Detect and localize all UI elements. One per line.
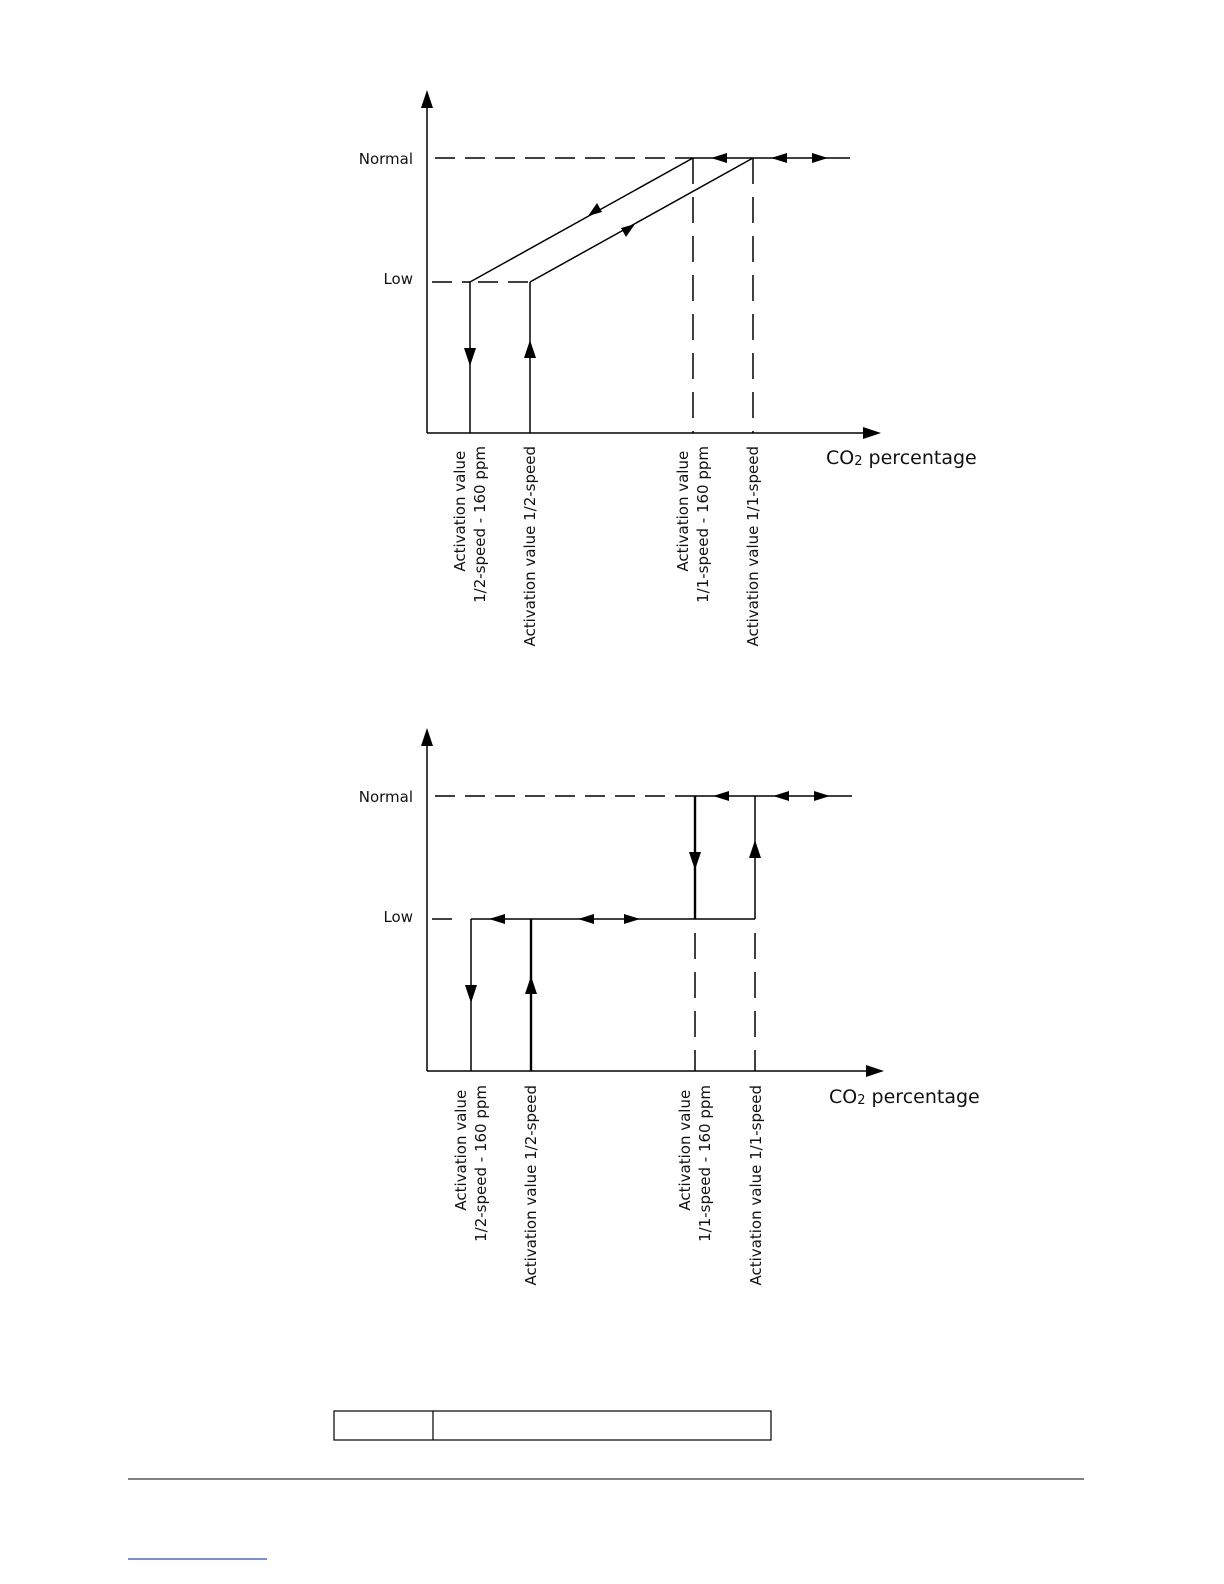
arrow-up-right-icon bbox=[621, 224, 635, 237]
x-axis-label: CO2 percentage bbox=[826, 447, 977, 469]
level-label-low: Low bbox=[383, 908, 413, 926]
marker-label-full-speed: Activation value 1/1-speed bbox=[747, 1085, 765, 1286]
marker-label-full-speed-minus-160: Activation value 1/1-speed - 160 ppm bbox=[676, 1085, 714, 1242]
marker-label-half-speed: Activation value 1/2-speed bbox=[522, 1085, 540, 1286]
arrow-left-icon bbox=[489, 914, 505, 924]
arrow-up-icon bbox=[525, 976, 537, 994]
table-border bbox=[334, 1411, 771, 1440]
marker-label-half-speed-minus-160: Activation value 1/2-speed - 160 ppm bbox=[451, 446, 489, 603]
arrow-right-icon bbox=[624, 914, 640, 924]
y-axis-arrow-icon bbox=[421, 728, 433, 746]
level-label-normal: Normal bbox=[358, 150, 413, 168]
arrow-down-icon bbox=[465, 985, 477, 1003]
x-axis-arrow-icon bbox=[866, 1065, 884, 1077]
arrow-left-icon bbox=[711, 153, 727, 163]
x-axis-arrow-icon bbox=[863, 427, 881, 439]
marker-label-half-speed: Activation value 1/2-speed bbox=[521, 446, 539, 647]
arrow-down-icon bbox=[464, 348, 476, 366]
level-label-low: Low bbox=[383, 270, 413, 288]
arrow-up-icon bbox=[749, 840, 761, 858]
diagram-1 bbox=[359, 90, 977, 646]
arrow-up-icon bbox=[524, 340, 536, 358]
ramp-down-line bbox=[470, 158, 693, 282]
marker-label-half-speed-minus-160: Activation value 1/2-speed - 160 ppm bbox=[452, 1085, 490, 1242]
arrow-left-icon bbox=[771, 153, 787, 163]
diagram-2 bbox=[359, 728, 980, 1285]
arrow-left-icon bbox=[773, 791, 789, 801]
ramp-up-line bbox=[530, 158, 753, 282]
arrow-left-icon bbox=[713, 791, 729, 801]
y-axis-arrow-icon bbox=[421, 90, 433, 108]
x-axis-label: CO2 percentage bbox=[829, 1086, 980, 1108]
level-label-normal: Normal bbox=[358, 788, 413, 806]
arrow-right-icon bbox=[812, 153, 828, 163]
arrow-down-icon bbox=[689, 852, 701, 870]
arrow-left-icon bbox=[578, 914, 594, 924]
arrow-right-icon bbox=[814, 791, 830, 801]
marker-label-full-speed-minus-160: Activation value 1/1-speed - 160 ppm bbox=[674, 446, 712, 603]
caption-table bbox=[334, 1411, 771, 1440]
marker-label-full-speed: Activation value 1/1-speed bbox=[744, 446, 762, 647]
arrow-down-left-icon bbox=[588, 203, 602, 216]
